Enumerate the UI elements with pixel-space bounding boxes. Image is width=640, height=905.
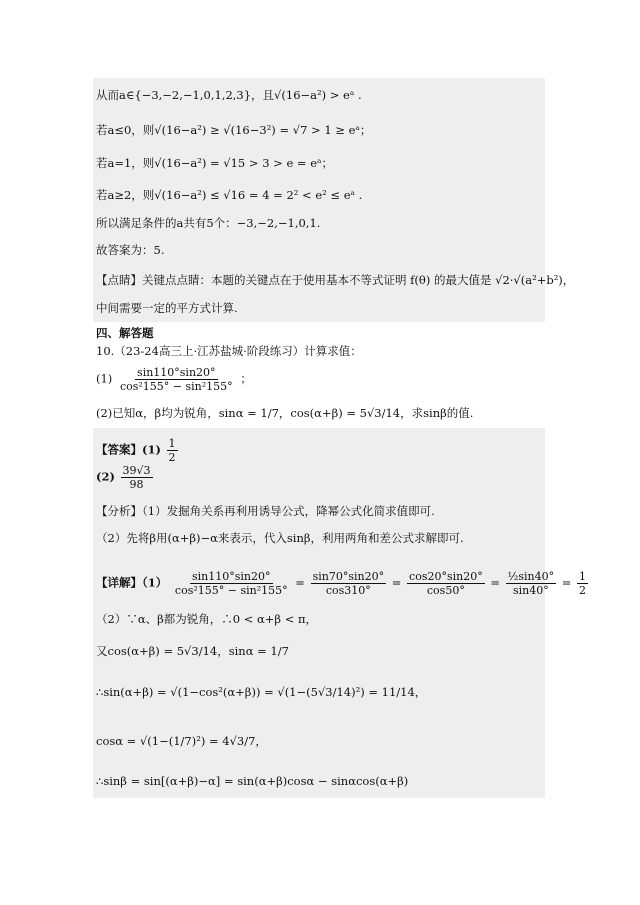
eq-4: = <box>561 575 572 590</box>
sol-line-7: 【点睛】关键点点睛：本题的关键点在于使用基本不等式证明 f(θ) 的最大值是 √2·√(a²+b²)， <box>96 273 575 287</box>
sol-line-5: 所以满足条件的a共有5个：−3,−2,−1,0,1. <box>96 216 321 230</box>
section-title: 四、解答题 <box>96 326 154 340</box>
detail-line-3: 又cos(α+β) = 5√3/14，sinα = 1/7 <box>96 644 289 658</box>
a1-label: (1) <box>142 442 161 457</box>
eq-2: = <box>391 575 402 590</box>
detail-frac-2-den: cos310° <box>325 584 371 597</box>
a1-numerator: 1 <box>168 437 176 450</box>
analysis-line-1: 【分析】（1）发掘角关系再利用诱导公式，降幂公式化简求值即可. <box>96 504 435 518</box>
detail-line-6: ∴sinβ = sin[(α+β)−α] = sin(α+β)cosα − sinαcos(α+β) <box>96 774 409 788</box>
sol-line-6: 故答案为：5. <box>96 243 165 257</box>
p1-fraction <box>118 366 235 393</box>
sol-line-2: 若a≤0，则√(16−a²) ≥ √(16−3²) = √7 > 1 ≥ eᵃ； <box>96 123 372 137</box>
analysis-line-2: （2）先将β用(α+β)−α来表示，代入sinβ，利用两角和差公式求解即可. <box>96 531 464 545</box>
detail-line-5: cosα = √(1−(1/7)²) = 4√3/7， <box>96 734 267 748</box>
detail-frac-3 <box>407 570 485 597</box>
a2-fraction <box>121 464 153 491</box>
eq-1: = <box>295 575 305 590</box>
eq-3: = <box>490 575 500 590</box>
detail-frac-5 <box>577 570 588 597</box>
detail-label: 【详解】（1） <box>96 575 168 590</box>
sol-line-8: 中间需要一定的平方式计算. <box>96 301 238 315</box>
sol-line-1: 从而a∈{−3,−2,−1,0,1,2,3}，且√(16−a²) > eᵃ . <box>96 88 362 102</box>
detail-line-2: （2）∵α、β都为锐角，∴0 < α+β < π， <box>96 612 318 626</box>
answer-part-1 <box>96 437 180 464</box>
problem-part-2: (2)已知α，β均为锐角，sinα = 1/7，cos(α+β) = 5√3/14，求sinβ的值. <box>96 406 474 420</box>
detail-frac-5-num: 1 <box>579 570 587 583</box>
problem-part-1 <box>96 366 252 393</box>
p1-tail: ； <box>240 371 252 386</box>
detail-line-4: ∴sin(α+β) = √(1−cos²(α+β)) = √(1−(5√3/14)²) = 11/14， <box>96 685 427 699</box>
detail-frac-4 <box>506 570 556 597</box>
detail-frac-1 <box>173 570 290 597</box>
detail-frac-3-num: cos20°sin20° <box>409 570 483 583</box>
detail-line-1 <box>96 570 590 597</box>
detail-frac-4-num: ½sin40° <box>507 570 555 583</box>
answer-part-2 <box>96 464 155 491</box>
detail-frac-2 <box>311 570 387 597</box>
p1-label: (1) <box>96 371 113 386</box>
a2-denominator: 98 <box>129 478 144 491</box>
detail-frac-3-den: cos50° <box>426 584 465 597</box>
detail-frac-4-den: sin40° <box>512 584 549 597</box>
detail-frac-1-num: sin110°sin20° <box>192 570 271 583</box>
p1-denominator: cos²155° − sin²155° <box>119 380 233 393</box>
a1-fraction <box>167 437 178 464</box>
a1-denominator: 2 <box>168 451 176 464</box>
answer-label: 【答案】 <box>96 442 142 457</box>
detail-frac-5-den: 2 <box>579 584 587 597</box>
p1-numerator: sin110°sin20° <box>137 366 216 379</box>
detail-frac-1-den: cos²155° − sin²155° <box>174 584 288 597</box>
a2-label: (2) <box>96 469 115 484</box>
detail-frac-2-num: sin70°sin20° <box>312 570 385 583</box>
problem-header: 10.（23-24高三上·江苏盐城·阶段练习）计算求值： <box>96 344 362 358</box>
sol-line-4: 若a≥2，则√(16−a²) ≤ √16 = 4 = 2² < e² ≤ eᵃ . <box>96 188 363 202</box>
a2-numerator: 39√3 <box>122 464 151 477</box>
sol-line-3: 若a=1，则√(16−a²) = √15 > 3 > e = eᵃ； <box>96 156 333 170</box>
